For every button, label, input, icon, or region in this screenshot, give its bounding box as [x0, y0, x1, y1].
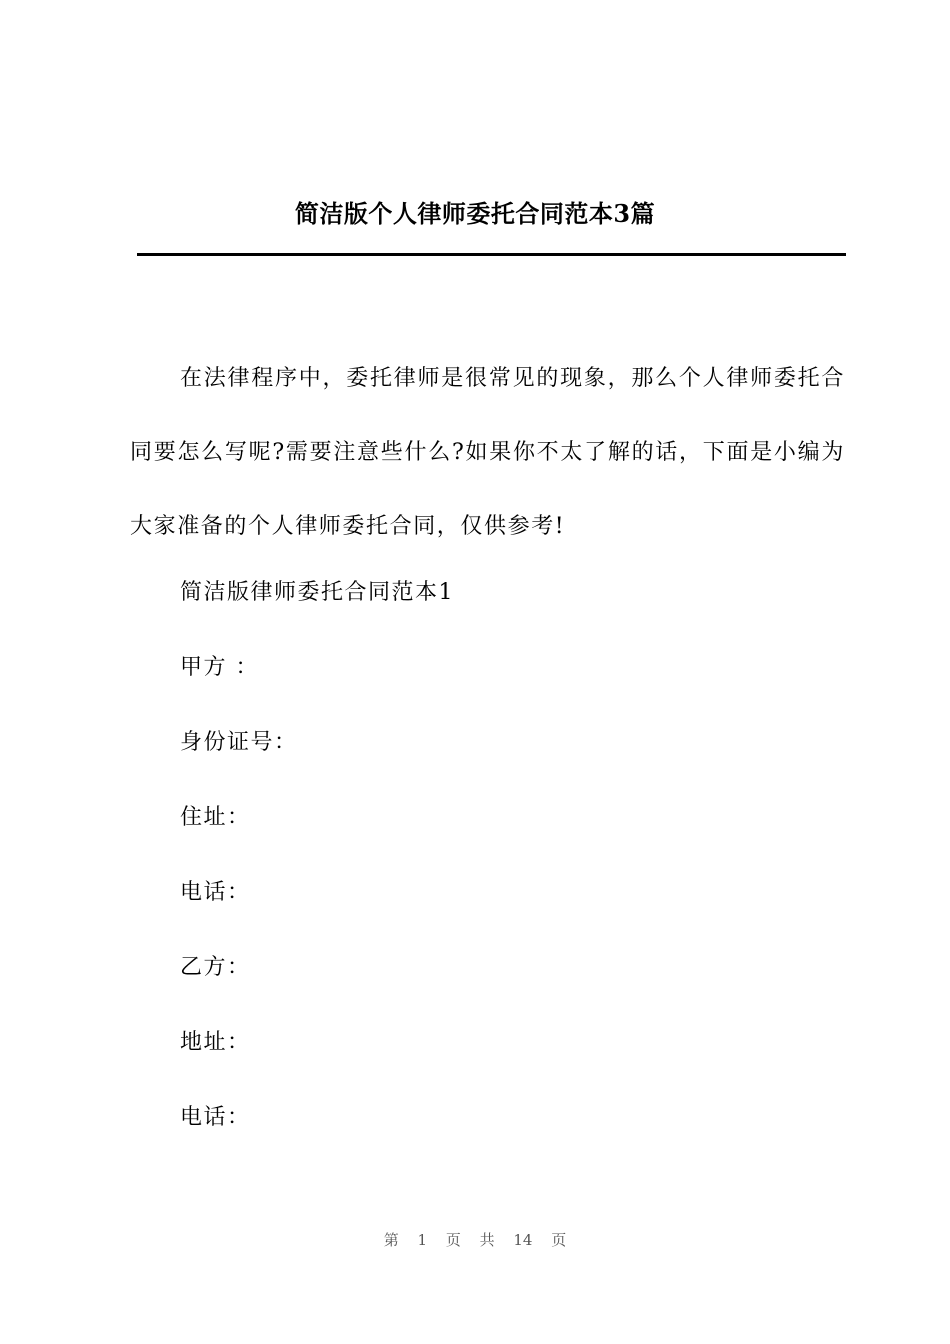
id-number-label: 身份证号： — [180, 730, 298, 755]
party-a-label: 甲方 ： — [180, 655, 259, 680]
section-heading: 简洁版律师委托合同范本1 — [180, 580, 454, 605]
page-footer: 第 1 页 共 14 页 — [383, 1231, 567, 1249]
address-b-label: 地址： — [180, 1030, 251, 1055]
phone-a-label: 电话： — [180, 880, 251, 905]
title-underline — [137, 253, 846, 256]
intro-paragraph: 在法律程序中，委托律师是很常见的现象，那么个人律师委托合同要怎么写呢?需要注意些什么?如果你不太了解的话，下面是小编为大家准备的个人律师委托合同，仅供参考! — [130, 366, 845, 539]
phone-b-label: 电话： — [180, 1105, 251, 1130]
party-b-label: 乙方： — [180, 955, 251, 980]
document-title: 简洁版个人律师委托合同范本3篇 — [294, 199, 656, 228]
address-label: 住址： — [180, 805, 251, 830]
